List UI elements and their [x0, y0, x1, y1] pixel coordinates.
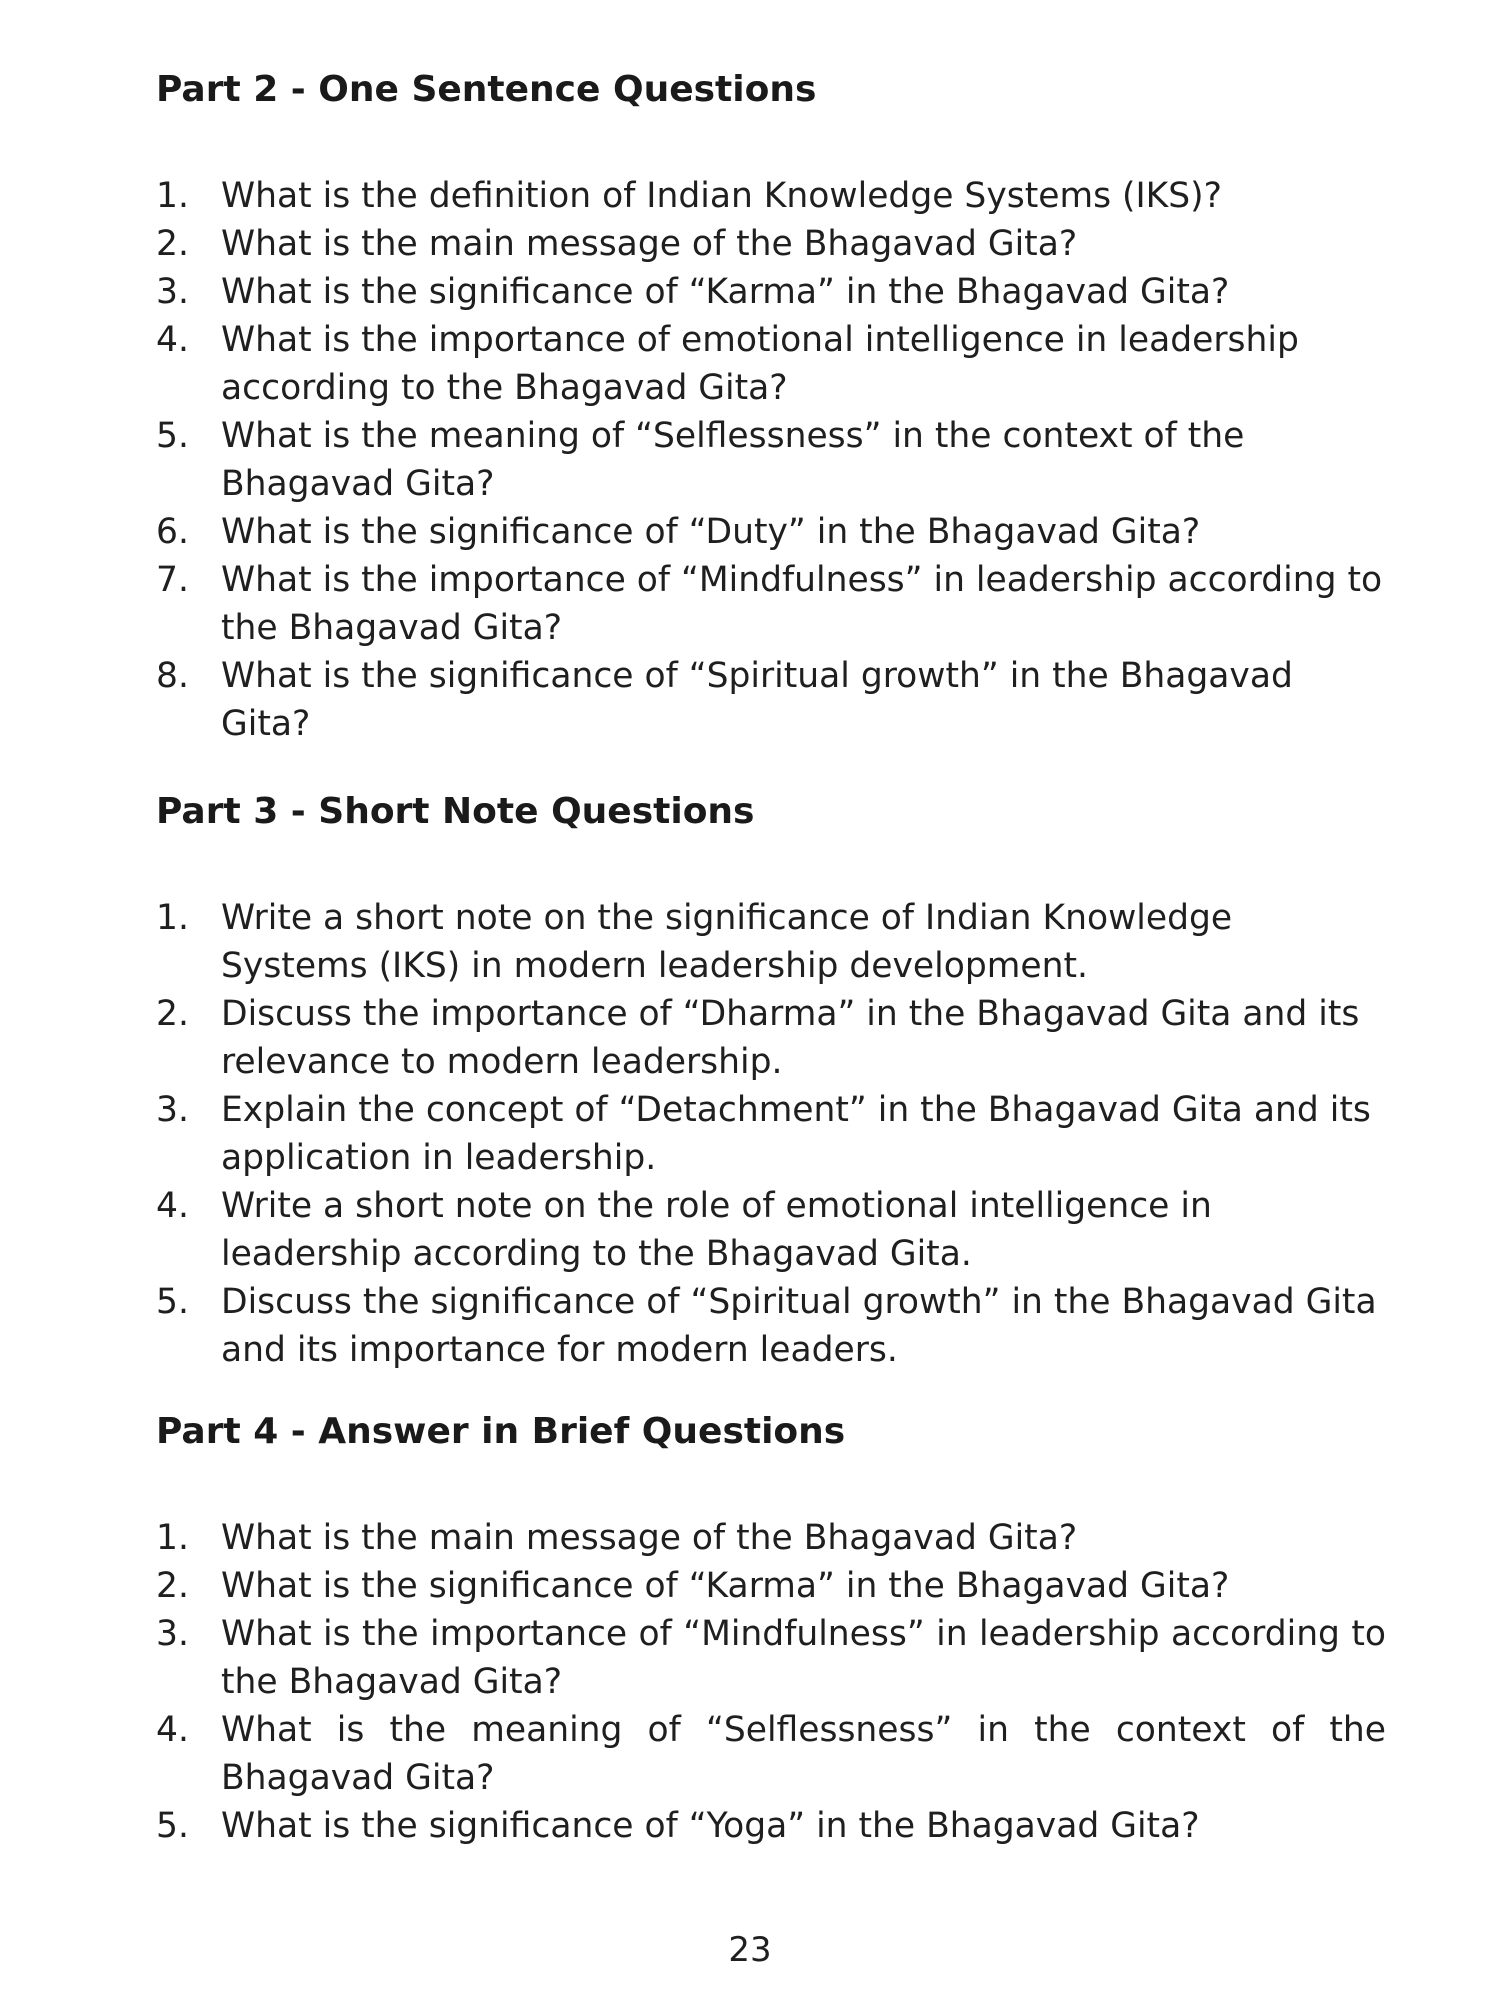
part-3-question-list — [156, 894, 1386, 1374]
question-text: What is the meaning of “Selflessness” in the context of the Bhagavad Gita? — [221, 416, 1245, 504]
part-4-question-list — [156, 1514, 1386, 1850]
question-text: What is the significance of “Spiritual growth” in the Bhagavad Gita? — [221, 656, 1293, 744]
question-text: Discuss the significance of “Spiritual growth” in the Bhagavad Gita and its importance for modern leaders. — [221, 1282, 1377, 1370]
question-text: What is the importance of emotional intelligence in leadership according to the Bhagavad Gita? — [221, 320, 1299, 408]
item-number: 3. — [156, 1614, 189, 1654]
part-2-question-list — [156, 172, 1386, 748]
part-4-heading: Part 4 - Answer in Brief Questions — [156, 1411, 846, 1452]
list-item — [156, 1706, 1386, 1802]
item-number: 5. — [156, 416, 189, 456]
item-number: 2. — [156, 224, 189, 264]
list-item — [156, 220, 1386, 268]
item-number: 4. — [156, 320, 189, 360]
item-number: 2. — [156, 1566, 189, 1606]
item-number: 3. — [156, 1090, 189, 1130]
question-text: What is the significance of “Karma” in the Bhagavad Gita? — [221, 272, 1230, 312]
item-number: 1. — [156, 176, 189, 216]
list-item — [156, 894, 1386, 990]
question-text: What is the significance of “Karma” in the Bhagavad Gita? — [221, 1566, 1230, 1606]
part-2-section — [156, 68, 1386, 748]
list-item — [156, 508, 1386, 556]
question-text: What is the main message of the Bhagavad Gita? — [221, 1518, 1078, 1558]
list-item — [156, 1514, 1386, 1562]
list-item — [156, 1086, 1386, 1182]
list-item — [156, 1802, 1386, 1850]
page-number: 23 — [728, 1930, 772, 1970]
item-number: 8. — [156, 656, 189, 696]
question-text: Write a short note on the role of emotional intelligence in leadership according to the Bhagavad Gita. — [221, 1186, 1212, 1274]
part-3-section — [156, 790, 1386, 1374]
list-item — [156, 652, 1386, 748]
list-item — [156, 268, 1386, 316]
list-item — [156, 412, 1386, 508]
question-text: What is the significance of “Duty” in the Bhagavad Gita? — [221, 512, 1201, 552]
list-item — [156, 1182, 1386, 1278]
list-item — [156, 316, 1386, 412]
list-item — [156, 556, 1386, 652]
question-text: Discuss the importance of “Dharma” in the Bhagavad Gita and its relevance to modern leadership. — [221, 994, 1360, 1082]
question-text: What is the significance of “Yoga” in the Bhagavad Gita? — [221, 1806, 1200, 1846]
question-text: What is the definition of Indian Knowledge Systems (IKS)? — [221, 176, 1222, 216]
part-3-heading: Part 3 - Short Note Questions — [156, 791, 755, 832]
list-item — [156, 1610, 1386, 1706]
part-2-heading: Part 2 - One Sentence Questions — [156, 69, 817, 110]
question-text: What is the main message of the Bhagavad Gita? — [221, 224, 1078, 264]
question-text: What is the importance of “Mindfulness” in leadership according to the Bhagavad Gita? — [221, 560, 1383, 648]
question-text: Write a short note on the significance of Indian Knowledge Systems (IKS) in modern leadership development. — [221, 898, 1233, 986]
question-text: Explain the concept of “Detachment” in the Bhagavad Gita and its application in leadership. — [221, 1090, 1371, 1178]
item-number: 4. — [156, 1186, 189, 1226]
item-number: 5. — [156, 1806, 189, 1846]
item-number: 2. — [156, 994, 189, 1034]
item-number: 6. — [156, 512, 189, 552]
item-number: 4. — [156, 1710, 189, 1750]
list-item — [156, 172, 1386, 220]
part-4-section — [156, 1410, 1386, 1850]
list-item — [156, 1278, 1386, 1374]
item-number: 7. — [156, 560, 189, 600]
item-number: 5. — [156, 1282, 189, 1322]
list-item — [156, 990, 1386, 1086]
list-item — [156, 1562, 1386, 1610]
question-text: What is the importance of “Mindfulness” in leadership according to the Bhagavad Gita? — [221, 1614, 1386, 1702]
item-number: 1. — [156, 1518, 189, 1558]
item-number: 1. — [156, 898, 189, 938]
item-number: 3. — [156, 272, 189, 312]
question-text: What is the meaning of “Selflessness” in the context of the Bhagavad Gita? — [221, 1710, 1386, 1798]
